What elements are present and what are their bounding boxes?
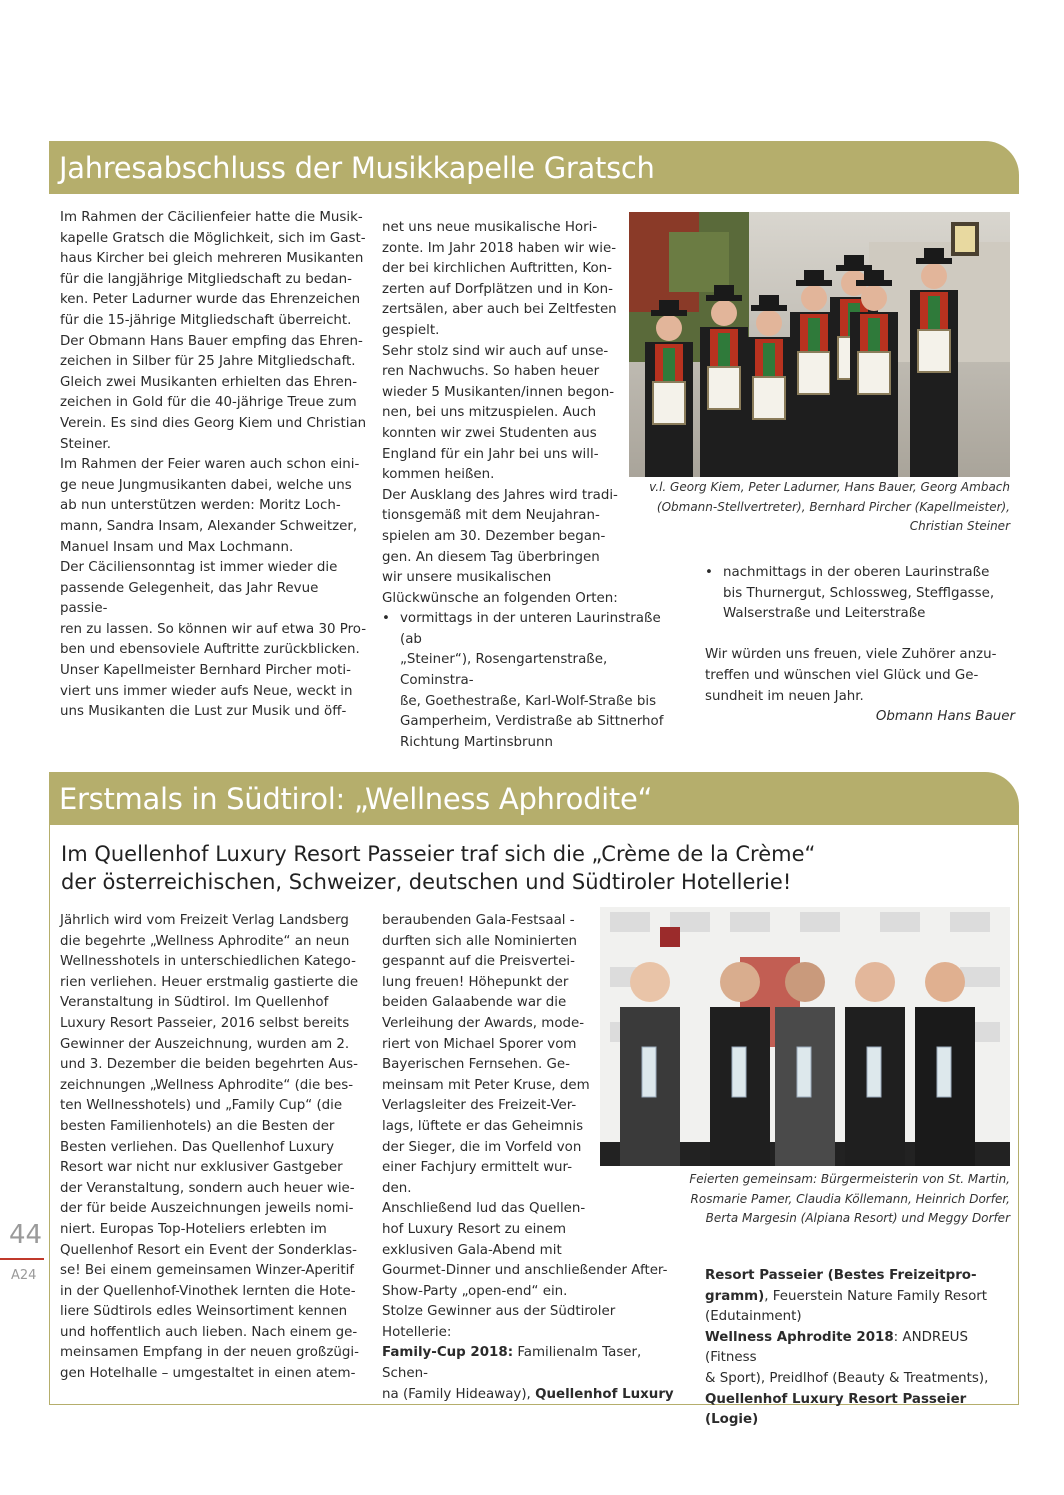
text-line: treffen und wünschen viel Glück und Ge- bbox=[705, 667, 979, 683]
text-line: Gleich zwei Musikanten erhielten das Ehren- bbox=[60, 374, 358, 390]
text-line: ren Nachwuchs. So haben heuer bbox=[382, 364, 600, 380]
text-line: Verlagsleiter des Freizeit-Ver- bbox=[382, 1098, 577, 1114]
text-line: Resort war nicht nur exklusiver Gastgeber bbox=[60, 1160, 343, 1176]
text-line: Der Cäciliensonntag ist immer wieder die bbox=[60, 560, 338, 576]
text-line: net uns neue musikalische Hori- bbox=[382, 220, 598, 235]
article1-photo-caption bbox=[560, 478, 1010, 537]
winners-line-2: gramm), Feuerstein Nature Family Resort bbox=[705, 1288, 988, 1304]
text-line: Jährlich wird vom Freizeit Verlag Landsberg bbox=[60, 913, 349, 928]
text-line: Im Rahmen der Feier waren auch schon eini- bbox=[60, 457, 360, 473]
text-line: durften sich alle Nominierten bbox=[382, 933, 578, 949]
text-line: lags, lüftete er das Geheimnis bbox=[382, 1118, 584, 1134]
text-line: und 3. Dezember die beiden begehrten Aus- bbox=[60, 1057, 358, 1073]
text-line: Manuel Insam und Max Lochmann. bbox=[60, 539, 294, 555]
text-line: ten Wellnesshotels) und „Family Cup“ (die bbox=[60, 1098, 343, 1114]
text-line: der bei kirchlichen Auftritten, Kon- bbox=[382, 261, 612, 277]
text-line: zertsälen, aber auch bei Zeltfesten bbox=[382, 302, 617, 318]
text-line: Quellenhof Resort ein Event der Sonderklas- bbox=[60, 1242, 357, 1258]
text-line: Veranstaltung in Südtirol. Im Quellenhof bbox=[60, 995, 329, 1011]
text-line: Gourmet-Dinner und anschließender After- bbox=[382, 1263, 668, 1279]
article1-column-1 bbox=[60, 208, 368, 723]
text-line: zeichen in Silber für 25 Jahre Mitgliedschaft. bbox=[60, 354, 356, 370]
text-line: Show-Party „open-end“ ein. bbox=[382, 1283, 568, 1299]
text-line: spielen am 30. Dezember began- bbox=[382, 528, 606, 544]
article1-column-3 bbox=[705, 563, 1015, 728]
bullet-item-morning bbox=[382, 609, 682, 753]
winners-line-3: (Edutainment) bbox=[705, 1309, 802, 1325]
caption-line: Berta Margesin (Alpiana Resort) und Meggy Dorfer bbox=[705, 1211, 1010, 1225]
text-line: uns Musikanten die Lust zur Musik und öff- bbox=[60, 704, 347, 720]
text-line: meinsamen Empfang in der neuen großzügi- bbox=[60, 1345, 359, 1361]
text-line: beraubenden Gala-Festsaal - bbox=[382, 913, 575, 928]
text-line: zeichen in Gold für die 40-jährige Treue zum bbox=[60, 395, 357, 411]
text-line: exklusiven Gala-Abend mit bbox=[382, 1242, 562, 1258]
text-line: in der Quellenhof-Vinothek lernten die Hote- bbox=[60, 1283, 356, 1299]
text-line: rien verliehen. Heuer erstmalig gastierte die bbox=[60, 974, 359, 990]
family-cup-line-2: na (Family Hideaway), Quellenhof Luxury bbox=[382, 1386, 674, 1402]
bullet-marker: • bbox=[705, 565, 713, 580]
text-line: beiden Galaabende war die bbox=[382, 995, 567, 1011]
caption-line: Christian Steiner bbox=[909, 519, 1010, 533]
article1-title: Jahresabschluss der Musikkapelle Gratsch bbox=[59, 150, 655, 185]
text-line: niert. Europas Top-Hoteliers erlebten im bbox=[60, 1221, 327, 1237]
text-line: kapelle Gratsch die Möglichkeit, sich im Gast- bbox=[60, 230, 366, 246]
article2-column-3 bbox=[705, 1266, 1015, 1431]
text-line: Verein. Es sind dies Georg Kiem und Christian bbox=[60, 415, 367, 431]
text-line: passende Gelegenheit, das Jahr Revue passie- bbox=[60, 580, 319, 617]
bullet-text-line: ße, Goethestraße, Karl-Wolf-Straße bis bbox=[400, 693, 657, 709]
page-number: 44 bbox=[9, 1220, 43, 1250]
article2-title: Erstmals in Südtirol: „Wellness Aphrodite“ bbox=[59, 781, 653, 816]
text-line: tionsgemäß mit dem Neujahran- bbox=[382, 508, 600, 524]
winners-line-4: Wellness Aphrodite 2018: ANDREUS (Fitness bbox=[705, 1329, 968, 1366]
text-line: für die 15-jährige Mitgliedschaft überreicht. bbox=[60, 312, 352, 328]
text-line: ge neue Jungmusikanten dabei, welche uns bbox=[60, 477, 352, 493]
text-line: zonte. Im Jahr 2018 haben wir wie- bbox=[382, 240, 617, 256]
text-line: Luxury Resort Passeier, 2016 selbst bereits bbox=[60, 1015, 350, 1031]
caption-line: Rosmarie Pamer, Claudia Köllemann, Heinrich Dorfer, bbox=[690, 1191, 1010, 1206]
text-line: liere Südtirols edles Weinsortiment kennen bbox=[60, 1304, 348, 1320]
bullet-text-line: Walserstraße und Leiterstraße bbox=[723, 606, 926, 622]
text-line: Stolze Gewinner aus der Südtiroler bbox=[382, 1304, 616, 1320]
subheading-line: der österreichischen, Schweizer, deutschen und Südtiroler Hotellerie! bbox=[61, 870, 792, 894]
text-line: und hoffentlich auch lieben. Nach einem ge- bbox=[60, 1324, 358, 1340]
bullet-item-afternoon bbox=[705, 563, 1015, 625]
article2-column-1 bbox=[60, 911, 370, 1385]
text-line: Im Rahmen der Cäcilienfeier hatte die Musik- bbox=[60, 210, 363, 225]
text-line: gespannt auf die Preisvertei- bbox=[382, 954, 575, 970]
text-line: mann, Sandra Insam, Alexander Schweitzer, bbox=[60, 518, 358, 534]
text-line: für die langjährige Mitgliedschaft zu bedan- bbox=[60, 271, 352, 287]
text-line: hof Luxury Resort zu einem bbox=[382, 1221, 567, 1237]
article2-title-banner bbox=[49, 772, 1019, 825]
text-line: sundheit im neuen Jahr. bbox=[705, 688, 864, 704]
text-line: Wir würden uns freuen, viele Zuhörer anzu- bbox=[705, 647, 997, 663]
band-group-photo bbox=[629, 212, 1010, 477]
subheading-line: Im Quellenhof Luxury Resort Passeier traf sich die „Crème de la Crème“ bbox=[61, 842, 816, 866]
article2-photo-caption bbox=[560, 1170, 1010, 1229]
award-group-photo bbox=[600, 907, 1010, 1166]
text-line: Besten verliehen. Das Quellenhof Luxury bbox=[60, 1139, 335, 1155]
text-line: Glückwünsche an folgenden Orten: bbox=[382, 590, 618, 606]
text-line: ben und ebensoviele Auftritte zurückblicken. bbox=[60, 642, 360, 658]
text-line: Steiner. bbox=[60, 436, 111, 452]
family-cup-line-1: Family-Cup 2018: Familienalm Taser, Schen- bbox=[382, 1345, 642, 1382]
bullet-text-line: Richtung Martinsbrunn bbox=[400, 734, 554, 750]
text-line: ab nun unterstützen werden: Moritz Loch- bbox=[60, 498, 341, 514]
text-line: Gewinner der Auszeichnung, wurden am 2. bbox=[60, 1036, 350, 1052]
page-code: A24 bbox=[11, 1268, 37, 1283]
text-line: lung freuen! Höhepunkt der bbox=[382, 974, 569, 990]
bullet-text-line: „Steiner“), Rosengartenstraße, Cominstra- bbox=[400, 652, 608, 689]
text-line: viert uns immer wieder aufs Neue, weckt in bbox=[60, 683, 353, 699]
text-line: Anschließend lud das Quellen- bbox=[382, 1201, 586, 1217]
winners-line-6: Quellenhof Luxury Resort Passeier (Logie) bbox=[705, 1391, 967, 1428]
text-line: meinsam mit Peter Kruse, dem bbox=[382, 1077, 590, 1093]
text-line: Wellnesshotels in unterschiedlichen Katego- bbox=[60, 954, 356, 970]
article2-subheading bbox=[61, 840, 1001, 896]
text-line: nen, bei uns mitzuspielen. Auch bbox=[382, 405, 597, 421]
bullet-text-line: vormittags in der unteren Laurinstraße (ab bbox=[400, 611, 661, 647]
text-line: zerten auf Dorfplätzen und in Kon- bbox=[382, 281, 613, 297]
text-line: gen Hotelhalle – umgestaltet in einen atem- bbox=[60, 1366, 356, 1382]
winners-line-5: & Sport), Preidlhof (Beauty & Treatments), bbox=[705, 1370, 989, 1386]
text-line: konnten wir zwei Studenten aus bbox=[382, 425, 597, 441]
text-line: einer Fachjury ermittelt wur- bbox=[382, 1160, 573, 1176]
page-marker-rule bbox=[0, 1258, 44, 1260]
text-line: ken. Peter Ladurner wurde das Ehrenzeichen bbox=[60, 292, 361, 308]
text-line: Sehr stolz sind wir auch auf unse- bbox=[382, 343, 609, 359]
winners-line-1: Resort Passeier (Bestes Freizeitpro- bbox=[705, 1268, 977, 1283]
text-line: se! Bei einem gemeinsamen Winzer-Aperitif bbox=[60, 1263, 355, 1279]
text-line: der für beide Auszeichnungen jeweils nomi- bbox=[60, 1201, 354, 1217]
text-line: Der Obmann Hans Bauer empfing das Ehren- bbox=[60, 333, 363, 349]
text-line: besten Familienhotels) an die Besten der bbox=[60, 1118, 335, 1134]
text-line: Der Ausklang des Jahres wird tradi- bbox=[382, 487, 618, 503]
text-line: die begehrte „Wellness Aphrodite“ an neun bbox=[60, 933, 350, 949]
bullet-text-line: bis Thurnergut, Schlossweg, Stefflgasse, bbox=[723, 585, 995, 601]
text-line: der Sieger, die im Vorfeld von bbox=[382, 1139, 582, 1155]
text-line: der Veranstaltung, sondern auch heuer wie- bbox=[60, 1180, 355, 1196]
bullet-marker: • bbox=[382, 611, 390, 627]
text-line: wieder 5 Musikanten/innen begon- bbox=[382, 384, 615, 400]
text-line: kommen heißen. bbox=[382, 467, 495, 483]
text-line: Verleihung der Awards, mode- bbox=[382, 1015, 585, 1031]
text-line: Hotellerie: bbox=[382, 1324, 452, 1340]
caption-line: Feierten gemeinsam: Bürgermeisterin von St. Martin, bbox=[689, 1172, 1010, 1186]
text-line: wir unsere musikalischen bbox=[382, 570, 552, 586]
text-line: Bayerischen Fernsehen. Ge- bbox=[382, 1057, 570, 1073]
caption-line: (Obmann-Stellvertreter), Bernhard Pircher (Kapellmeister), bbox=[656, 499, 1010, 514]
text-line: zeichnungen „Wellness Aphrodite“ (die bes- bbox=[60, 1077, 354, 1093]
text-line: ren zu lassen. So können wir auf etwa 30 Pro- bbox=[60, 621, 367, 637]
signature: Obmann Hans Bauer bbox=[875, 709, 1015, 725]
bullet-text-line: Gamperheim, Verdistraße ab Sittnerhof bbox=[400, 714, 664, 730]
text-line: Unser Kapellmeister Bernhard Pircher moti- bbox=[60, 663, 351, 679]
text-line: riert von Michael Sporer vom bbox=[382, 1036, 577, 1052]
text-line: den. bbox=[382, 1180, 412, 1196]
bullet-text-line: nachmittags in der oberen Laurinstraße bbox=[723, 565, 990, 580]
caption-line: v.l. Georg Kiem, Peter Ladurner, Hans Bauer, Georg Ambach bbox=[649, 480, 1010, 494]
text-line: gespielt. bbox=[382, 322, 440, 338]
text-line: haus Kircher bei gleich mehreren Musikanten bbox=[60, 251, 364, 267]
article1-title-banner bbox=[49, 141, 1019, 194]
text-line: England für ein Jahr bei uns will- bbox=[382, 446, 599, 462]
text-line: gen. An diesem Tag überbringen bbox=[382, 549, 600, 565]
